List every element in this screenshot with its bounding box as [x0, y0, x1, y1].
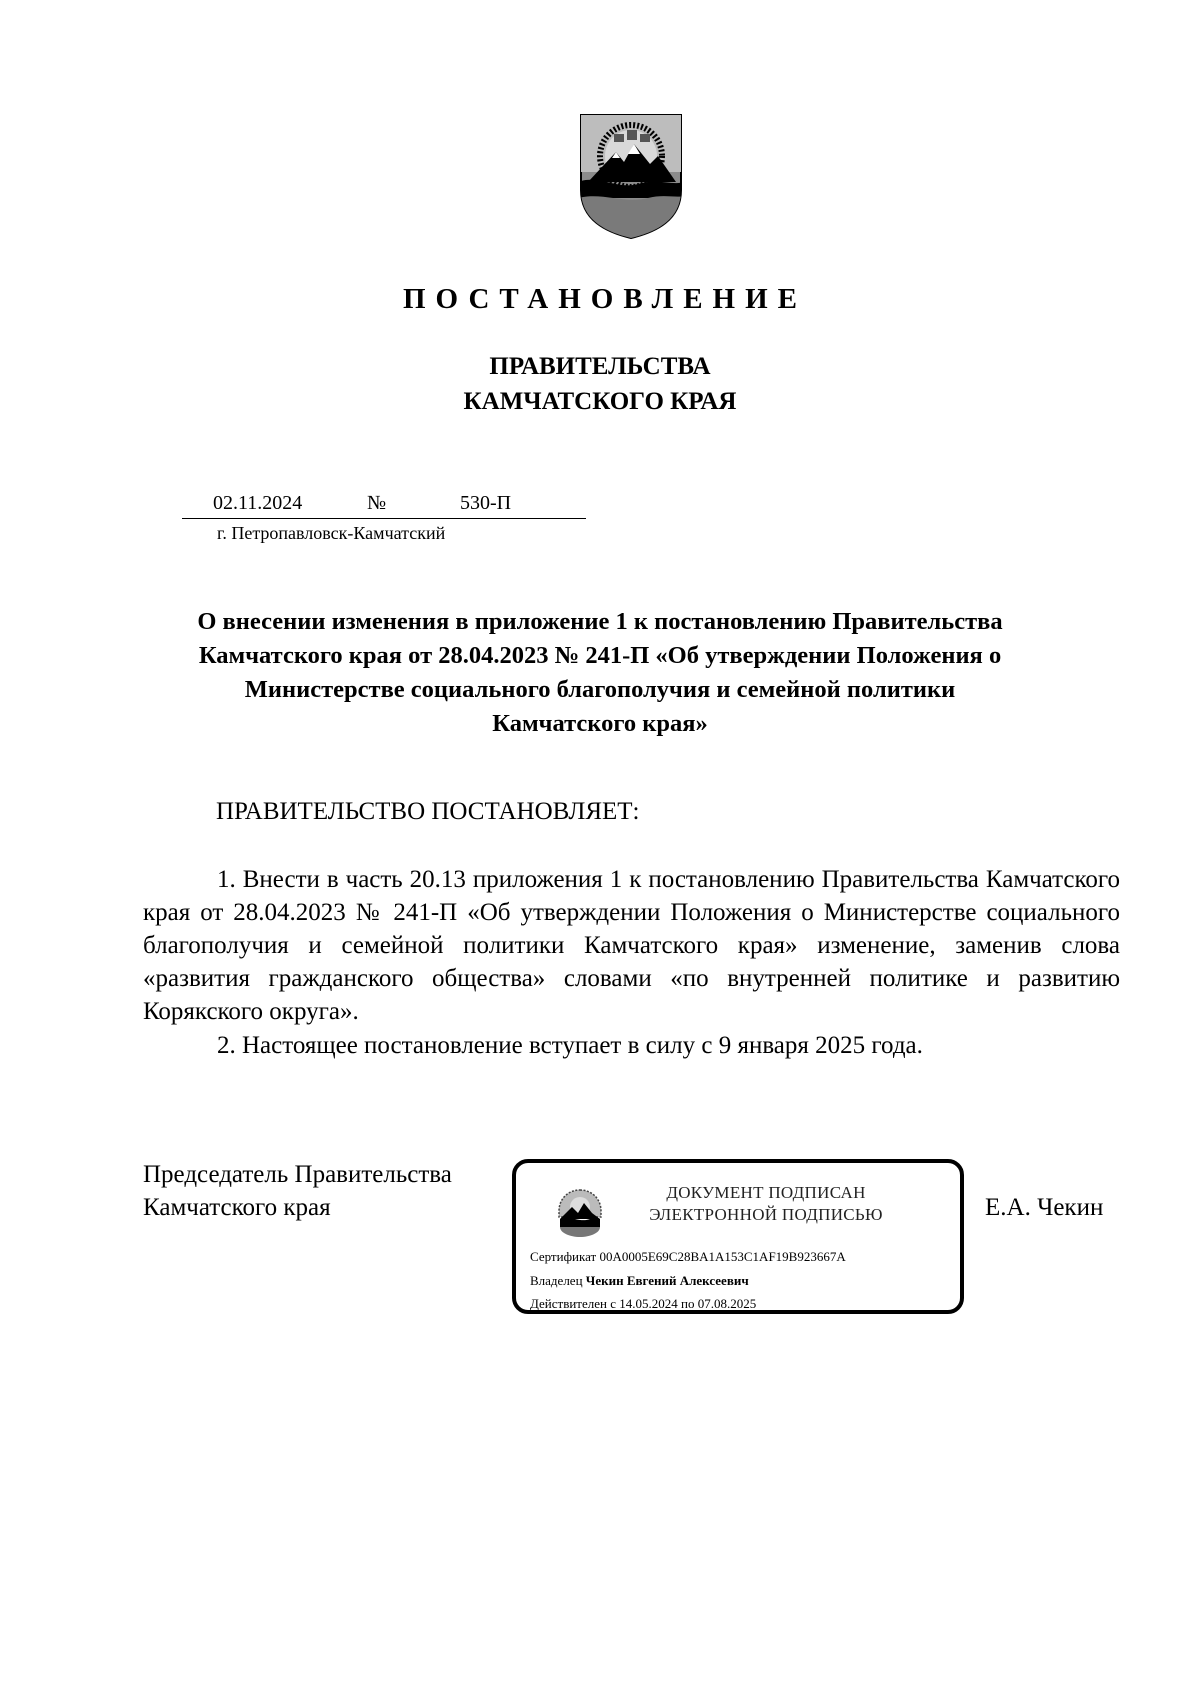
stamp-certificate: [530, 1249, 846, 1265]
document-date: 02.11.2024: [213, 492, 303, 514]
coat-of-arms-icon: [578, 112, 684, 240]
owner-label: Владелец: [530, 1273, 583, 1288]
document-title: [120, 605, 1080, 741]
valid-label: Действителен с: [530, 1296, 616, 1311]
preamble: ПРАВИТЕЛЬСТВО ПОСТАНОВЛЯЕТ:: [216, 798, 640, 825]
owner-value: Чекин Евгений Алексеевич: [585, 1273, 749, 1288]
title-line: Министерстве социального благополучия и семейной политики: [244, 676, 956, 703]
paragraph-1: 1. Внести в часть 20.13 приложения 1 к постановлению Правительства Камчатского края от 28.04.2023 № 241-П «Об утверждении Положения о Министерстве социального благополучия и семейной политики Камчатского края» изменение, заменив слова «развития гражданского общества» словами «по внутренней политике и развитию Корякского округа».: [143, 866, 1120, 1025]
issuer-line-1: ПРАВИТЕЛЬСТВА: [489, 353, 711, 380]
certificate-label: Сертификат: [530, 1249, 597, 1264]
title-line: Камчатского края»: [492, 710, 708, 737]
valid-to: 07.08.2025: [697, 1296, 757, 1311]
stamp-owner: [530, 1273, 749, 1289]
title-line: Камчатского края от 28.04.2023 № 241-П «Об утверждении Положения о: [198, 642, 1002, 669]
signer-position-line: Камчатского края: [143, 1194, 331, 1221]
stamp-heading-line-2: ЭЛЕКТРОННОЙ ПОДПИСЬЮ: [649, 1205, 883, 1224]
issuer-line-2: КАМЧАТСКОГО КРАЯ: [463, 388, 737, 415]
stamp-heading-line-1: ДОКУМЕНТ ПОДПИСАН: [666, 1183, 866, 1202]
valid-from: 14.05.2024: [619, 1296, 678, 1311]
title-line: О внесении изменения в приложение 1 к постановлению Правительства: [197, 608, 1003, 635]
number-label: №: [367, 492, 387, 514]
document-type-heading: ПОСТАНОВЛЕНИЕ: [402, 283, 807, 315]
signer-name: Е.А. Чекин: [985, 1194, 1104, 1221]
document-number: 530-П: [460, 492, 512, 514]
city: г. Петропавловск-Камчатский: [217, 523, 446, 543]
stamp-emblem-icon: [556, 1187, 604, 1239]
stamp-validity: [530, 1296, 756, 1312]
valid-to-label: по: [681, 1296, 695, 1311]
paragraph-2: 2. Настоящее постановление вступает в силу с 9 января 2025 года.: [217, 1032, 923, 1059]
registration-line: [182, 492, 586, 519]
certificate-value: 00A0005E69C28BA1A153C1AF19B923667A: [599, 1249, 846, 1264]
signer-position-line: Председатель Правительства: [143, 1161, 452, 1188]
electronic-signature-stamp: [512, 1159, 964, 1314]
signer-position: [143, 1158, 452, 1224]
